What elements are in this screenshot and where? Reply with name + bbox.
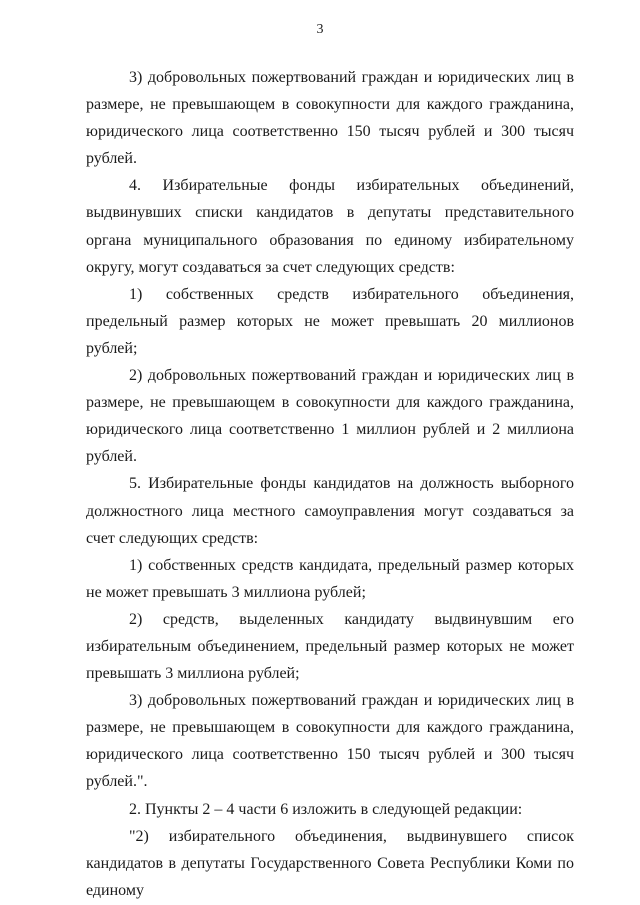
paragraph-amend-part-6: 2. Пункты 2 – 4 части 6 изложить в следующей редакции: [129, 800, 523, 818]
paragraph-item-5-candidate-funds: 5. Избирательные фонды кандидатов на должность выборного должностного лица местного самоуправления могут создаваться за счет следующих средств: [86, 475, 574, 547]
paragraph-candidate-donations: 3) добровольных пожертвований граждан и юридических лиц в размере, не превышающем в совокупности для каждого гражданина, юридического лица соответственно 150 тысяч рублей и 300 тысяч рублей.". [86, 692, 574, 791]
page-number: 3 [316, 22, 324, 37]
document-body [86, 64, 574, 904]
paragraph-party-allocated-funds: 2) средств, выделенных кандидату выдвинувшим его избирательным объединением, предельный размер которых не может превышать 3 миллиона рублей; [86, 610, 574, 683]
paragraph-item-4-party-funds: 4. Избирательные фонды избирательных объединений, выдвинувших списки кандидатов в депутаты представительного органа муниципального образования по единому избирательному округу, могут создаваться за счет следующих средств: [86, 177, 574, 276]
paragraph-party-donations: 2) добровольных пожертвований граждан и юридических лиц в размере, не превышающем в совокупности для каждого гражданина, юридического лица соответственно 1 миллион рублей и 2 миллиона рублей. [86, 367, 574, 466]
paragraph-candidate-own-funds: 1) собственных средств кандидата, предельный размер которых не может превышать 3 миллиона рублей; [86, 556, 574, 601]
paragraph-new-item-2: "2) избирательного объединения, выдвинувшего список кандидатов в депутаты Государственного Совета Республики Коми по единому [86, 827, 574, 899]
paragraph-party-own-funds: 1) собственных средств избирательного объединения, предельный размер которых не может превышать 20 миллионов рублей; [86, 285, 574, 357]
paragraph-donations-150-300: 3) добровольных пожертвований граждан и юридических лиц в размере, не превышающем в совокупности для каждого гражданина, юридического лица соответственно 150 тысяч рублей и 300 тысяч рублей. [86, 69, 574, 168]
